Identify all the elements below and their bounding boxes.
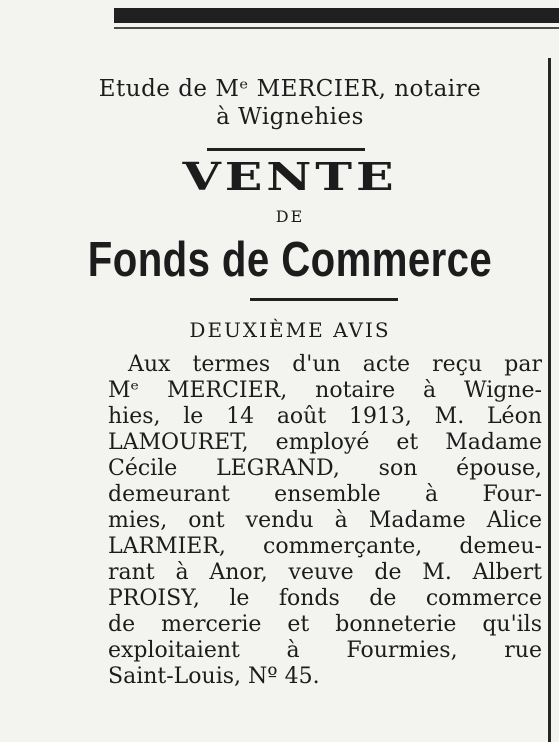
paragraph-line: exploitaient à Fourmies, rue	[108, 638, 542, 663]
headline-bottom-rule	[250, 298, 398, 301]
paragraph-line: hies, le 14 août 1913, M. Léon	[108, 404, 542, 429]
title-top-rule	[207, 148, 365, 151]
paragraph-line: mies, ont vendu à Madame Alice	[108, 508, 542, 533]
paragraph-line: Cécile LEGRAND, son épouse,	[108, 456, 542, 481]
notice-headline: Fonds de Commerce	[87, 233, 493, 287]
column-top-thin-rule	[114, 27, 559, 29]
paragraph-line: Saint-Louis, Nº 45.	[108, 664, 320, 689]
column-top-rule	[114, 8, 559, 23]
notary-location-line: à Wignehies	[216, 104, 364, 130]
notice-title: VENTE	[182, 154, 398, 199]
notice-connector: DE	[275, 207, 305, 226]
paragraph-line: de mercerie et bonneterie qu'ils	[108, 612, 542, 637]
paragraph-line: Mᵉ MERCIER, notaire à Wigne-	[108, 378, 542, 403]
paragraph-line: Aux termes d'un acte reçu par	[128, 352, 542, 377]
paragraph-line: LAMOURET, employé et Madame	[108, 430, 542, 455]
paragraph-line: PROISY, le fonds de commerce	[108, 586, 542, 611]
paragraph-line: LARMIER, commerçante, demeu-	[108, 534, 542, 559]
paragraph-line: rant à Anor, veuve de M. Albert	[108, 560, 542, 585]
paragraph-line: demeurant ensemble à Four-	[108, 482, 542, 507]
notice-subtitle: DEUXIÈME AVIS	[189, 318, 391, 342]
notary-office-line: Etude de Mᵉ MERCIER, notaire	[98, 76, 482, 102]
